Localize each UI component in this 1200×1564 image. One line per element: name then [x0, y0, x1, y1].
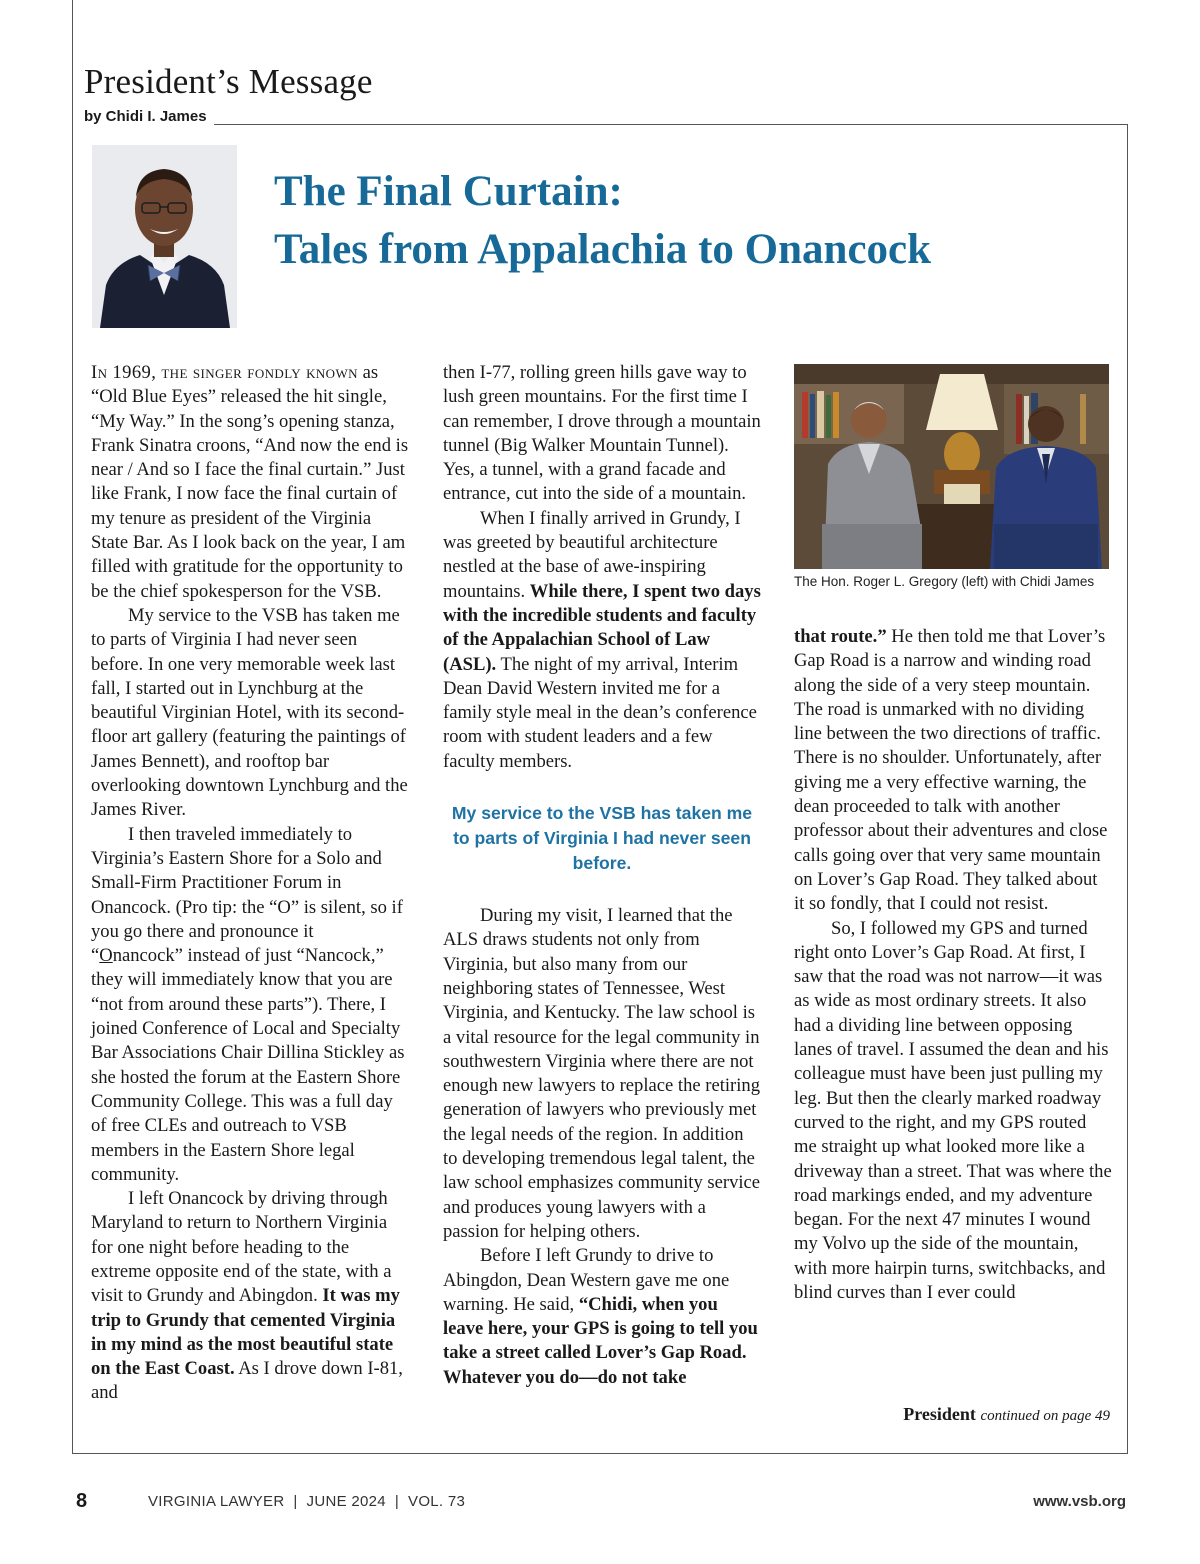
col1-paragraph-2: My service to the VSB has taken me to parts of Virginia I had never seen before. In one very memorable week last fall, I started out in Lynchburg at the beautiful Virginian Hotel, with its second-floor art gallery (featuring the paintings of James Bennett), and rooftop bar overlooking downtown Lynchburg and the James River.: [91, 604, 408, 821]
col2-paragraph-1: then I-77, rolling green hills gave way to lush green mountains. For the first time I can remember, I drove through a mountain tunnel (Big Walker Mountain Tunnel). Yes, a tunnel, with a grand facade and entrance, cut into the side of a mountain.: [443, 362, 761, 505]
body-column-3: [794, 625, 1112, 1305]
col2-paragraph-4: [443, 1244, 761, 1390]
header-rule-vertical: [72, 0, 73, 124]
col1-p3-underlined: O: [99, 945, 113, 967]
col3-p1-bold: that route.”: [794, 626, 887, 647]
col2-p2-text-a: When I finally arrived in Grundy, I was greeted by beautiful architecture nestled at the base of awe-inspiring mountains.: [443, 507, 741, 602]
col2-paragraph-3: During my visit, I learned that the ALS draws students not only from Virginia, but also many from our neighboring states of Tennessee, West Virginia, and Kentucky. The law school is a vital resource for the legal community in southwestern Virginia where there are not enough new lawyers to replace the retiring generation of lawyers who previously met the legal needs of the region. In addition to developing tremendous legal talent, the law school emphasizes community service and produces young lawyers with a passion for helping others.: [443, 905, 761, 1242]
col2-p2-text-b: The night of my arrival, Interim Dean David Western invited me for a family style meal in the dean’s conference room with student leaders and a few faculty members.: [443, 653, 757, 772]
col1-paragraph-1: [91, 361, 409, 604]
continued-note: [903, 1404, 1110, 1425]
continued-keyword: President: [903, 1404, 976, 1424]
col1-p4-bold: It was my trip to Grundy that cemented Virginia in my mind as the most beautiful state on the East Coast.: [91, 1285, 400, 1380]
portrait-illustration: [92, 145, 237, 328]
lead-in-smallcaps: In 1969, the singer fondly known: [91, 362, 358, 383]
col1-p3-text-b: nancock” instead of just “Nancock,” they will immediately know that you are “not from around these parts”). There, I joined Conference of Local and Specialty Bar Associations Chair Dillina Stickley as she hosted the forum at the Eastern Shore Community College. This was a full day of free CLEs and outreach to VSB members in the Eastern Shore legal community.: [91, 945, 405, 1185]
col1-p4-text-a: I left Onancock by driving through Maryland to return to Northern Virginia for one night before heading to the extreme opposite end of the state, with a visit to Grundy and Abingdon.: [91, 1188, 392, 1307]
body-column-1: [91, 361, 409, 1406]
col1-p3-text-a: I then traveled immediately to Virginia’s Eastern Shore for a Solo and Small-Firm Practitioner Forum in Onancock. (Pro tip: the “O” is silent, so if you go there and pronounce it “: [91, 823, 403, 967]
pull-quote: My service to the VSB has taken me to parts of Virginia I had never seen before.: [451, 803, 753, 874]
photo-caption: The Hon. Roger L. Gregory (left) with Chidi James: [794, 574, 1095, 589]
article-headline: [274, 163, 931, 279]
col3-paragraph-1: [794, 625, 1112, 917]
col2-p4-text-a: Before I left Grundy to drive to Abingdon, Dean Western gave me one warning. He said,: [443, 1245, 730, 1315]
photo-illustration: [794, 364, 1109, 569]
author-portrait: [92, 145, 237, 328]
byline: by Chidi I. James: [84, 108, 207, 125]
continued-page-ref: continued on page 49: [980, 1408, 1110, 1424]
col3-paragraph-2: So, I followed my GPS and turned right onto Lover’s Gap Road. At first, I saw that the road was not narrow—it was as wide as most ordinary streets. It also had a dividing line between opposing lanes of travel. I assumed the dean and his colleague must have been just pulling my leg. But then the clearly marked roadway curved to the right, and my GPS routed me straight up what looked more like a driveway than a street. That was where the road markings ended, and my adventure began. For the next 47 minutes I wound my Volvo up the side of the mountain, with more hairpin turns, switchbacks, and blind curves than I ever could: [794, 917, 1112, 1304]
issue-line: VIRGINIA LAWYER | JUNE 2024 | VOL. 73: [148, 1493, 466, 1510]
col2-p4-bold: “Chidi, when you leave here, your GPS is going to tell you take a street called Lover’s Gap Road. Whatever you do—do not take: [443, 1293, 758, 1388]
col2-paragraph-2: [443, 507, 761, 774]
col1-p4-text-b: As I drove down I-81, and: [91, 1358, 403, 1404]
col3-p1-text: He then told me that Lover’s Gap Road is a narrow and winding road along the side of a very steep mountain. The road is unmarked with no dividing line between the two directions of traffic. There is no shoulder. Unfortunately, after giving me a very effective warning, the dean proceeded to talk with another professor about their adventures and close calls going over that very same mountain on Lover’s Gap Road. They talked about it so fondly, that I could not resist.: [794, 626, 1108, 915]
col1-paragraph-3: [91, 823, 409, 1187]
col2-p2-bold: While there, I spent two days with the incredible students and faculty of the Appalachian School of Law (ASL).: [443, 580, 761, 675]
website-link[interactable]: www.vsb.org: [1033, 1493, 1126, 1510]
section-title: President’s Message: [84, 62, 373, 101]
body-column-2: [443, 361, 761, 1390]
headline-line-2: Tales from Appalachia to Onancock: [274, 226, 932, 273]
headline-line-1: The Final Curtain:: [274, 168, 623, 215]
page-number: 8: [76, 1490, 88, 1512]
col1-paragraph-4: [91, 1187, 409, 1406]
article-photo: [794, 364, 1109, 569]
col1-p1-text: as “Old Blue Eyes” released the hit single, “My Way.” In the song’s opening stanza, Frank Sinatra croons, “And now the end is near / And so I face the final curtain.” Just like Frank, I now face the final curtain of my tenure as president of the Virginia State Bar. As I look back on the year, I am filled with gratitude for the opportunity to be the chief spokesperson for the VSB.: [91, 362, 409, 602]
